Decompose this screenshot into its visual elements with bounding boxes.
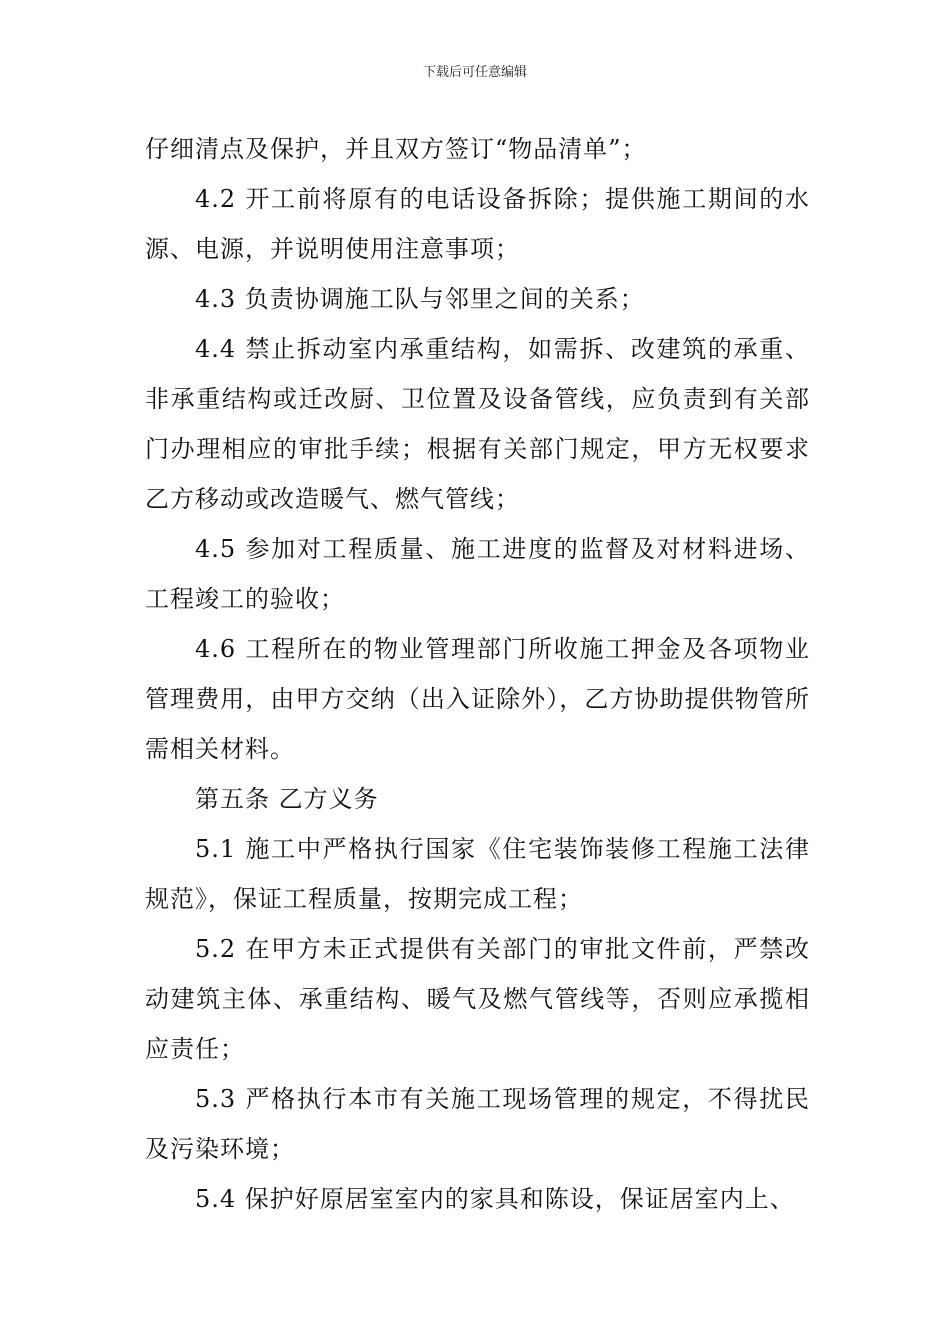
document-body: [145, 124, 810, 1224]
paragraph-5-3: 5.3 严格执行本市有关施工现场管理的规定，不得扰民及污染环境；: [145, 1085, 810, 1163]
paragraph-4-2: 4.2 开工前将原有的电话设备拆除；提供施工期间的水源、电源，并说明使用注意事项；: [145, 185, 810, 263]
paragraph-4-6: 4.6 工程所在的物业管理部门所收施工押金及各项物业管理费用，由甲方交纳（出入证除外），乙方协助提供物管所需相关材料。: [145, 635, 810, 763]
paragraph-5-4: 5.4 保护好原居室室内的家具和陈设，保证居室内上、: [195, 1185, 795, 1213]
section-heading-article-5: 第五条 乙方义务: [195, 785, 379, 813]
paragraph-4-3: 4.3 负责协调施工队与邻里之间的关系；: [195, 285, 645, 313]
paragraph-4-5: 4.5 参加对工程质量、施工进度的监督及对材料进场、工程竣工的验收；: [145, 535, 810, 613]
paragraph-1: 仔细清点及保护，并且双方签订“物品清单”；: [145, 135, 647, 163]
paragraph-4-4: 4.4 禁止拆动室内承重结构，如需拆、改建筑的承重、非承重结构或迁改厨、卫位置及设备管线，应负责到有关部门办理相应的审批手续；根据有关部门规定，甲方无权要求乙方移动或改造暖气、燃气管线；: [145, 335, 810, 513]
page-header: 下载后可任意编辑: [422, 65, 527, 80]
paragraph-5-2: 5.2 在甲方未正式提供有关部门的审批文件前，严禁改动建筑主体、承重结构、暖气及燃气管线等，否则应承揽相应责任；: [145, 935, 810, 1063]
paragraph-5-1: 5.1 施工中严格执行国家《住宅装饰装修工程施工法律规范》，保证工程质量，按期完成工程；: [145, 835, 810, 913]
